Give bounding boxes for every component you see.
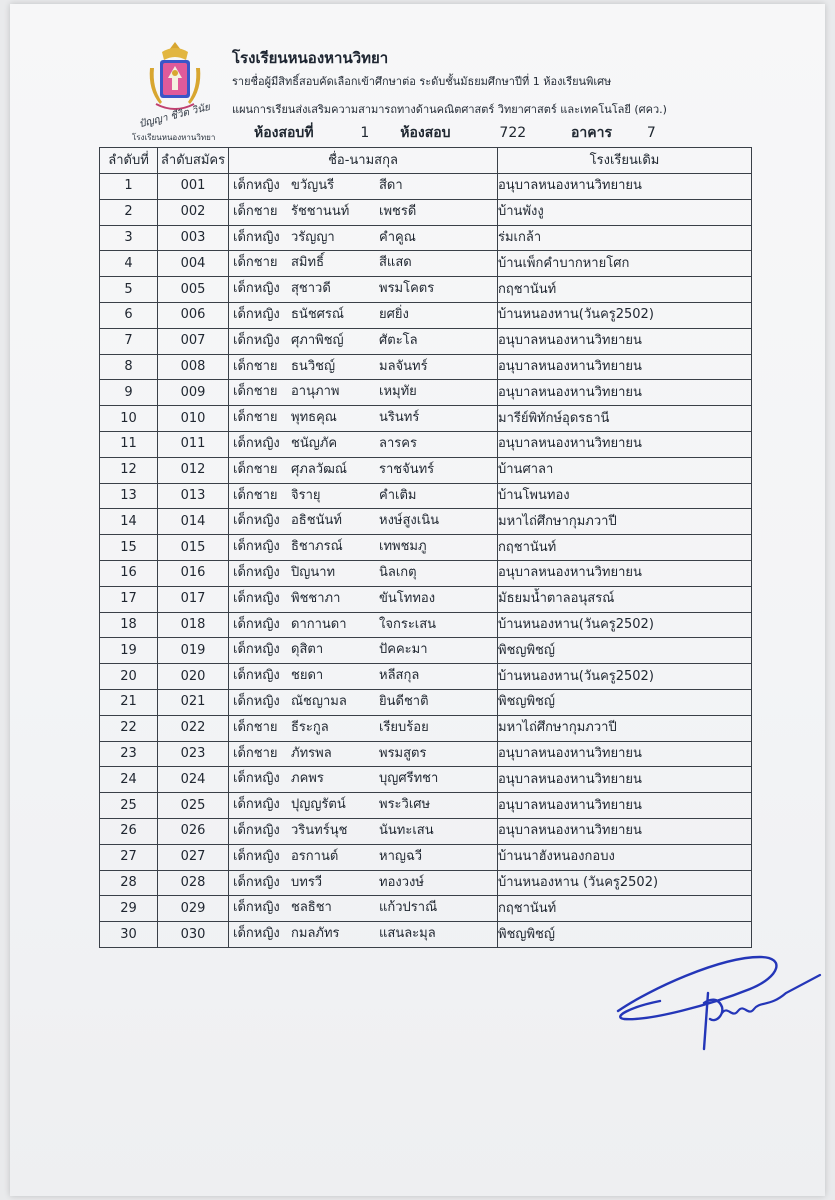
name-prefix: เด็กหญิง: [233, 229, 280, 245]
cell-full-name: [229, 612, 498, 638]
cell-previous-school: พิชญพิชญ์: [498, 638, 752, 664]
cell-application-no: 009: [158, 380, 229, 406]
name-prefix: เด็กหญิง: [233, 178, 280, 193]
candidate-table: [99, 147, 752, 948]
first-name: ดากานดา: [291, 616, 347, 632]
cell-application-no: 025: [158, 793, 229, 819]
cell-full-name: [229, 870, 498, 896]
last-name: คำคูณ: [379, 229, 416, 245]
last-name: พรมโคตร: [379, 281, 435, 297]
table-row: [100, 174, 752, 200]
table-row: [100, 483, 752, 509]
cell-order: 23: [100, 741, 158, 767]
last-name: ขันโททอง: [379, 590, 436, 606]
cell-previous-school: ร่มเกล้า: [498, 225, 752, 251]
first-name: ดุสิตา: [291, 642, 324, 658]
cell-application-no: 022: [158, 715, 229, 741]
cell-order: 20: [100, 664, 158, 690]
table-row: [100, 844, 752, 870]
name-prefix: เด็กหญิง: [233, 693, 280, 709]
cell-application-no: 018: [158, 612, 229, 638]
last-name: พรมสูตร: [379, 745, 427, 761]
table-row: [100, 277, 752, 303]
last-name: เทพชมภู: [379, 539, 427, 555]
cell-order: 2: [100, 199, 158, 225]
cell-full-name: [229, 483, 498, 509]
name-prefix: เด็กหญิง: [233, 332, 280, 348]
cell-full-name: [229, 174, 498, 200]
cell-full-name: [229, 638, 498, 664]
last-name: ใจกระเสน: [379, 616, 437, 632]
cell-application-no: 005: [158, 277, 229, 303]
cell-order: 18: [100, 612, 158, 638]
cell-full-name: [229, 689, 498, 715]
last-name: หาญฉวี: [379, 848, 423, 864]
cell-order: 16: [100, 560, 158, 586]
first-name: สุชาวดี: [291, 281, 331, 297]
first-name: ธนวิชญ์: [291, 358, 336, 374]
name-prefix: เด็กชาย: [233, 358, 278, 374]
cell-application-no: 026: [158, 818, 229, 844]
table-header-row: [100, 148, 752, 174]
cell-order: 9: [100, 380, 158, 406]
cell-order: 8: [100, 354, 158, 380]
name-prefix: เด็กหญิง: [233, 513, 280, 529]
first-name: ภัทรพล: [291, 745, 332, 761]
cell-order: 28: [100, 870, 158, 896]
cell-application-no: 006: [158, 302, 229, 328]
first-name: กมลภัทร: [291, 926, 340, 942]
name-prefix: เด็กหญิง: [233, 564, 280, 580]
first-name: สมิทธิ์: [291, 255, 325, 271]
table-row: [100, 689, 752, 715]
cell-full-name: [229, 354, 498, 380]
cell-previous-school: บ้านหนองหาน(วันครู2502): [498, 302, 752, 328]
last-name: สีดา: [379, 178, 403, 193]
exam-room-number: 1: [360, 125, 370, 141]
cell-full-name: [229, 560, 498, 586]
cell-order: 5: [100, 277, 158, 303]
cell-full-name: [229, 844, 498, 870]
last-name: คำเติม: [379, 487, 417, 503]
table-row: [100, 715, 752, 741]
last-name: ยินดีชาติ: [379, 693, 429, 709]
cell-application-no: 028: [158, 870, 229, 896]
last-name: แสนละมุล: [379, 926, 436, 942]
cell-previous-school: พิชญพิชญ์: [498, 689, 752, 715]
cell-previous-school: บ้านพังงู: [498, 199, 752, 225]
cell-order: 24: [100, 767, 158, 793]
cell-application-no: 016: [158, 560, 229, 586]
table-row: [100, 302, 752, 328]
cell-full-name: [229, 664, 498, 690]
first-name: ภคพร: [291, 771, 324, 787]
document-subtitle-line1: รายชื่อผู้มีสิทธิ์สอบคัดเลือกเข้าศึกษาต่อ ระดับชั้นมัธยมศึกษาปีที่ 1 ห้องเรียนพิเศษ: [232, 75, 612, 88]
table-row: [100, 793, 752, 819]
name-prefix: เด็กหญิง: [233, 281, 280, 297]
cell-application-no: 008: [158, 354, 229, 380]
last-name: ลารคร: [379, 435, 417, 451]
exam-room-label: ห้องสอบที่: [254, 125, 314, 141]
building-number: 7: [646, 125, 656, 141]
cell-application-no: 019: [158, 638, 229, 664]
cell-order: 25: [100, 793, 158, 819]
cell-previous-school: อนุบาลหนองหานวิทยายน: [498, 793, 752, 819]
cell-full-name: [229, 767, 498, 793]
table-row: [100, 199, 752, 225]
cell-previous-school: กฤชานันท์: [498, 896, 752, 922]
cell-full-name: [229, 251, 498, 277]
cell-full-name: [229, 793, 498, 819]
cell-application-no: 010: [158, 406, 229, 432]
cell-previous-school: อนุบาลหนองหานวิทยายน: [498, 741, 752, 767]
first-name: ปิญนาท: [291, 564, 336, 580]
cell-application-no: 023: [158, 741, 229, 767]
name-prefix: เด็กหญิง: [233, 822, 280, 838]
first-name: พุทธคุณ: [291, 410, 337, 426]
first-name: รัชชานนท์: [291, 203, 350, 219]
last-name: เหมุทัย: [379, 384, 417, 400]
name-prefix: เด็กหญิง: [233, 306, 280, 322]
table-row: [100, 251, 752, 277]
document-subtitle-line2: แผนการเรียนส่งเสริมความสามารถทางด้านคณิตศาสตร์ วิทยาศาสตร์ และเทคโนโลยี (ศคว.): [232, 103, 667, 116]
table-row: [100, 406, 752, 432]
first-name: ศุภาพิชญ์: [291, 332, 344, 348]
last-name: นิลเกตุ: [379, 564, 417, 580]
cell-previous-school: กฤชานันท์: [498, 277, 752, 303]
cell-previous-school: มารีย์พิทักษ์อุดรธานี: [498, 406, 752, 432]
last-name: มลจันทร์: [379, 358, 428, 374]
cell-order: 29: [100, 896, 158, 922]
cell-application-no: 013: [158, 483, 229, 509]
first-name: ขวัญนรี: [291, 178, 335, 193]
name-prefix: เด็กหญิง: [233, 797, 280, 813]
header-full-name: ชื่อ-นามสกุล: [229, 148, 498, 174]
first-name: วรินทร์นุช: [291, 822, 348, 838]
table-row: [100, 741, 752, 767]
cell-previous-school: อนุบาลหนองหานวิทยายน: [498, 380, 752, 406]
first-name: บทรวี: [291, 874, 323, 890]
last-name: นรินทร์: [379, 410, 420, 426]
cell-application-no: 014: [158, 509, 229, 535]
cell-order: 27: [100, 844, 158, 870]
cell-application-no: 007: [158, 328, 229, 354]
cell-order: 12: [100, 457, 158, 483]
cell-previous-school: บ้านเพ็กคำบากหายโศก: [498, 251, 752, 277]
table-row: [100, 767, 752, 793]
exam-room-info: [254, 122, 656, 144]
cell-full-name: [229, 715, 498, 741]
cell-order: 26: [100, 818, 158, 844]
cell-previous-school: อนุบาลหนองหานวิทยายน: [498, 818, 752, 844]
room-number: 722: [499, 125, 527, 141]
cell-previous-school: กฤชานันท์: [498, 535, 752, 561]
name-prefix: เด็กชาย: [233, 719, 278, 735]
name-prefix: เด็กหญิง: [233, 539, 280, 555]
first-name: อรกานต์: [291, 848, 339, 864]
cell-previous-school: บ้านนาฮังหนองกอบง: [498, 844, 752, 870]
cell-previous-school: อนุบาลหนองหานวิทยายน: [498, 431, 752, 457]
cell-order: 15: [100, 535, 158, 561]
last-name: เรียบร้อย: [379, 719, 429, 735]
cell-full-name: [229, 896, 498, 922]
cell-order: 17: [100, 586, 158, 612]
cell-order: 3: [100, 225, 158, 251]
first-name: พิชชาภา: [291, 590, 341, 606]
cell-application-no: 003: [158, 225, 229, 251]
header-previous-school: โรงเรียนเดิม: [498, 148, 752, 174]
first-name: ศุภลวัฒณ์: [291, 461, 347, 477]
first-name: จิรายุ: [291, 487, 321, 503]
cell-previous-school: อนุบาลหนองหานวิทยายน: [498, 354, 752, 380]
cell-application-no: 021: [158, 689, 229, 715]
first-name: ธิชาภรณ์: [291, 539, 343, 555]
name-prefix: เด็กชาย: [233, 410, 278, 426]
name-prefix: เด็กหญิง: [233, 771, 280, 787]
cell-application-no: 002: [158, 199, 229, 225]
cell-order: 11: [100, 431, 158, 457]
cell-order: 22: [100, 715, 158, 741]
name-prefix: เด็กหญิง: [233, 926, 280, 942]
cell-order: 19: [100, 638, 158, 664]
cell-previous-school: อนุบาลหนองหานวิทยายน: [498, 174, 752, 200]
table-row: [100, 870, 752, 896]
table-body: [100, 174, 752, 948]
table-row: [100, 354, 752, 380]
table-row: [100, 586, 752, 612]
table-row: [100, 638, 752, 664]
last-name: ราชจันทร์: [379, 461, 435, 477]
school-name: โรงเรียนหนองหานวิทยา: [232, 49, 389, 67]
first-name: อานุภาพ: [291, 384, 340, 400]
name-prefix: เด็กชาย: [233, 745, 278, 761]
cell-application-no: 030: [158, 922, 229, 948]
table-row: [100, 457, 752, 483]
table-row: [100, 818, 752, 844]
cell-previous-school: บ้านหนองหาน (วันครู2502): [498, 870, 752, 896]
table-row: [100, 509, 752, 535]
logo-caption-block: [132, 101, 232, 144]
name-prefix: เด็กหญิง: [233, 590, 280, 606]
first-name: ชยดา: [291, 668, 324, 684]
cell-previous-school: มหาไถ่ศึกษากุมภวาปี: [498, 509, 752, 535]
table-row: [100, 664, 752, 690]
table-row: [100, 380, 752, 406]
name-prefix: เด็กหญิง: [233, 642, 280, 658]
cell-previous-school: บ้านโพนทอง: [498, 483, 752, 509]
name-prefix: เด็กชาย: [233, 255, 278, 271]
cell-previous-school: อนุบาลหนองหานวิทยายน: [498, 560, 752, 586]
cell-order: 21: [100, 689, 158, 715]
cell-previous-school: อนุบาลหนองหานวิทยายน: [498, 767, 752, 793]
cell-full-name: [229, 225, 498, 251]
cell-application-no: 015: [158, 535, 229, 561]
cell-full-name: [229, 406, 498, 432]
first-name: อธิชนันท์: [291, 513, 342, 529]
cell-order: 7: [100, 328, 158, 354]
cell-order: 10: [100, 406, 158, 432]
cell-full-name: [229, 818, 498, 844]
table-row: [100, 431, 752, 457]
cell-full-name: [229, 431, 498, 457]
name-prefix: เด็กหญิง: [233, 616, 280, 632]
first-name: ณัชญามล: [291, 693, 347, 709]
table-row: [100, 612, 752, 638]
cell-full-name: [229, 199, 498, 225]
cell-full-name: [229, 509, 498, 535]
cell-order: 1: [100, 174, 158, 200]
cell-order: 4: [100, 251, 158, 277]
cell-previous-school: บ้านหนองหาน(วันครู2502): [498, 664, 752, 690]
header-application-no: ลำดับสมัคร: [158, 148, 229, 174]
name-prefix: เด็กหญิง: [233, 900, 280, 916]
cell-full-name: [229, 586, 498, 612]
name-prefix: เด็กหญิง: [233, 435, 280, 451]
cell-application-no: 024: [158, 767, 229, 793]
table-row: [100, 896, 752, 922]
last-name: แก้วปราณี: [379, 900, 438, 916]
table-row: [100, 535, 752, 561]
cell-application-no: 029: [158, 896, 229, 922]
cell-previous-school: พิชญพิชญ์: [498, 922, 752, 948]
last-name: ยศยิ่ง: [379, 306, 409, 322]
cell-previous-school: บ้านหนองหาน(วันครู2502): [498, 612, 752, 638]
last-name: บุญศรีทชา: [379, 771, 439, 787]
cell-full-name: [229, 380, 498, 406]
last-name: ศัตะโล: [379, 332, 418, 348]
last-name: หงษ์สูงเนิน: [379, 513, 439, 529]
cell-application-no: 027: [158, 844, 229, 870]
cell-application-no: 001: [158, 174, 229, 200]
table-row: [100, 328, 752, 354]
cell-full-name: [229, 535, 498, 561]
name-prefix: เด็กชาย: [233, 487, 278, 503]
first-name: ธนัชศรณ์: [291, 306, 344, 322]
cell-full-name: [229, 741, 498, 767]
last-name: หลีสกุล: [379, 668, 420, 684]
cell-previous-school: มหาไถ่ศึกษากุมภวาปี: [498, 715, 752, 741]
cell-full-name: [229, 457, 498, 483]
last-name: เพชรดี: [379, 203, 417, 219]
cell-previous-school: มัธยมน้ำตาลอนุสรณ์: [498, 586, 752, 612]
name-prefix: เด็กหญิง: [233, 668, 280, 684]
handwritten-signature: [610, 949, 830, 1059]
cell-application-no: 004: [158, 251, 229, 277]
cell-application-no: 017: [158, 586, 229, 612]
cell-application-no: 012: [158, 457, 229, 483]
name-prefix: เด็กหญิง: [233, 848, 280, 864]
last-name: นันทะเสน: [379, 822, 434, 838]
table-row: [100, 560, 752, 586]
name-prefix: เด็กชาย: [233, 203, 278, 219]
first-name: ชนัญภัค: [291, 435, 338, 451]
cell-order: 13: [100, 483, 158, 509]
last-name: ทองวงษ์: [379, 874, 424, 890]
cell-full-name: [229, 328, 498, 354]
logo-school-caption: โรงเรียนหนองหานวิทยา: [132, 133, 216, 142]
last-name: ปัคคะมา: [379, 642, 428, 658]
last-name: สีแสด: [379, 255, 412, 271]
name-prefix: เด็กชาย: [233, 461, 278, 477]
name-prefix: เด็กชาย: [233, 384, 278, 400]
building-label: อาคาร: [571, 125, 613, 141]
first-name: วรัญญา: [291, 229, 335, 245]
cell-previous-school: อนุบาลหนองหานวิทยายน: [498, 328, 752, 354]
last-name: พระวิเศษ: [379, 797, 431, 813]
logo-motto: ปัญญา ชีวิต วินัย: [138, 101, 212, 131]
cell-full-name: [229, 277, 498, 303]
name-prefix: เด็กหญิง: [233, 874, 280, 890]
cell-previous-school: บ้านศาลา: [498, 457, 752, 483]
header-order: ลำดับที่: [100, 148, 158, 174]
cell-application-no: 011: [158, 431, 229, 457]
document-sheet: [10, 4, 825, 1196]
cell-order: 14: [100, 509, 158, 535]
table-row: [100, 225, 752, 251]
first-name: ปุญญรัตน์: [291, 797, 346, 813]
cell-application-no: 020: [158, 664, 229, 690]
cell-order: 6: [100, 302, 158, 328]
first-name: ธีระกูล: [291, 719, 329, 735]
table-row: [100, 922, 752, 948]
cell-full-name: [229, 922, 498, 948]
cell-order: 30: [100, 922, 158, 948]
first-name: ชลธิชา: [291, 900, 332, 916]
cell-full-name: [229, 302, 498, 328]
room-label: ห้องสอบ: [400, 125, 451, 141]
